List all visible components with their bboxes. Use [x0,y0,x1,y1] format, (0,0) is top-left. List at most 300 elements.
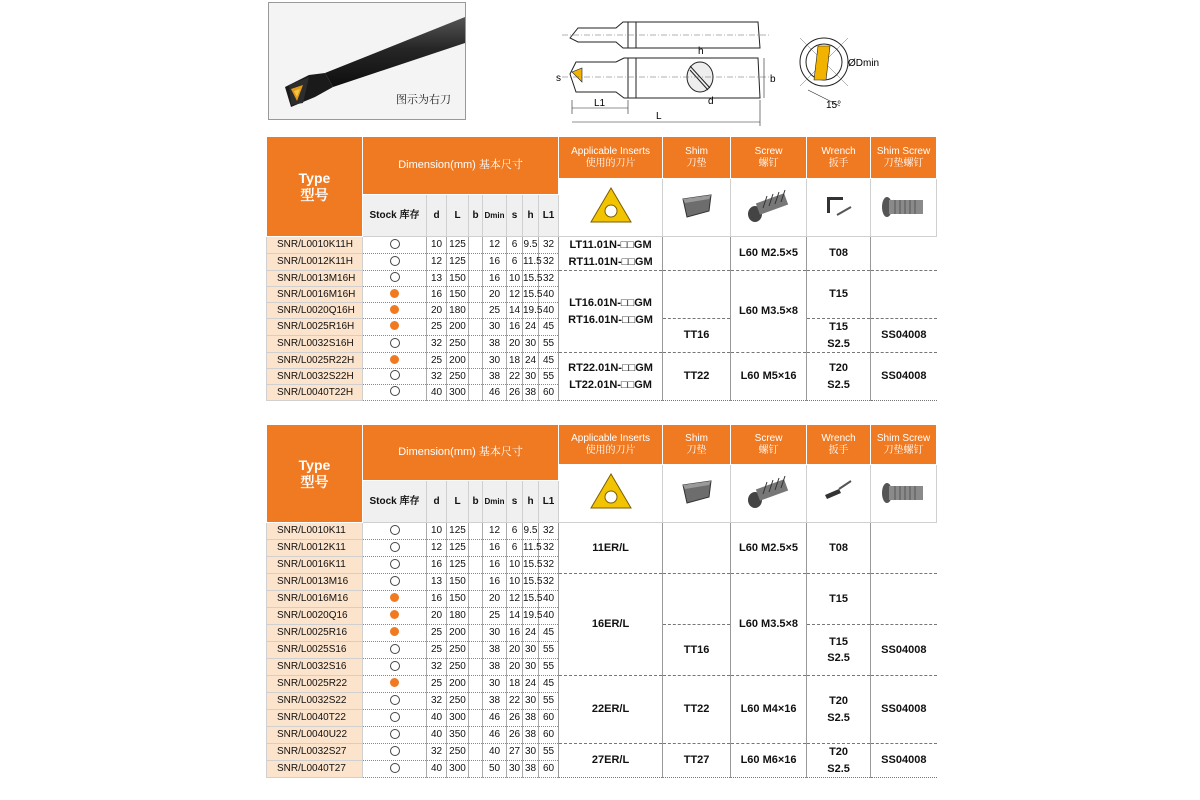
wrench-cell [807,237,871,271]
wrench-cell-line: T08 [829,541,849,554]
stock-header: Stock 库存 [363,481,427,523]
not-in-stock-icon [390,661,400,671]
dim-l-cell: 250 [447,693,469,710]
not-in-stock-icon [390,559,400,569]
stock-cell [363,254,427,271]
screw-cell: L60 M4×16 [731,676,807,744]
type-header: Type 型号 [267,137,363,237]
stock-cell [363,574,427,591]
model-cell: SNR/L0040T27 [267,761,363,778]
dim-l-cell: 125 [447,540,469,557]
insert-cell-line: RT16.01N-□□GM [568,313,653,326]
table-row [267,271,937,287]
col-s-header: s [507,481,523,523]
col-l-header: L [447,195,469,237]
model-cell: SNR/L0012K11H [267,254,363,271]
insert-cell [559,523,663,574]
table-row [267,353,937,369]
screw-icon [731,179,807,237]
wrench-cell-line: T15 [829,592,849,605]
wrench-cell [807,523,871,574]
model-cell: SNR/L0016K11 [267,557,363,574]
dim-l-cell: 300 [447,385,469,401]
dim-l-cell: 250 [447,336,469,353]
dim-b-cell [469,336,483,353]
dim-s-cell: 10 [507,557,523,574]
dim-dmin-cell: 30 [483,319,507,336]
table-row [267,237,937,254]
dim-l-cell: 150 [447,287,469,303]
stock-cell [363,727,427,744]
dim-l1-cell: 45 [539,676,559,693]
dim-h-cell: 30 [523,369,539,385]
insert-cell [559,574,663,676]
dim-b-cell [469,254,483,271]
dim-dmin-cell: 25 [483,303,507,319]
photo-caption: 图示为右刀 [396,94,451,106]
dim-b-cell [469,659,483,676]
dim-d-cell: 40 [427,710,447,727]
table-row [267,744,937,761]
dim-l1-cell: 55 [539,642,559,659]
shim-screw-cell: SS04008 [871,744,937,778]
inserts-header: Applicable Inserts 使用的刀片 [559,137,663,179]
dim-dmin-cell: 20 [483,287,507,303]
not-in-stock-icon [390,576,400,586]
not-in-stock-icon [390,256,400,266]
type-header: Type 型号 [267,425,363,523]
dim-l-cell: 300 [447,710,469,727]
dim-s-cell: 18 [507,676,523,693]
not-in-stock-icon [390,695,400,705]
dim-b-cell [469,591,483,608]
screw-cell: L60 M3.5×8 [731,271,807,353]
dim-l-cell: 150 [447,574,469,591]
table-row [267,523,937,540]
wrench-cell-line: T20 [829,695,849,707]
stock-cell [363,557,427,574]
dim-b-cell [469,574,483,591]
stock-cell [363,336,427,353]
dim-d-cell: 10 [427,237,447,254]
model-cell: SNR/L0032S16 [267,659,363,676]
model-cell: SNR/L0032S16H [267,336,363,353]
wrench-cell [807,574,871,625]
not-in-stock-icon [390,729,400,739]
not-in-stock-icon [390,712,400,722]
wrench-cell [807,744,871,778]
col-d-header: d [427,481,447,523]
shim-header: Shim 刀垫 [663,425,731,465]
model-cell: SNR/L0040U22 [267,727,363,744]
col-dmin-header: Dmin [483,481,507,523]
dim-s-cell: 26 [507,385,523,401]
shim-cell-empty [663,574,731,625]
dim-s-cell: 27 [507,744,523,761]
dim-l-cell: 125 [447,557,469,574]
shim-cell [663,237,731,271]
dim-d-cell: 32 [427,369,447,385]
dim-dmin-cell: 25 [483,608,507,625]
dim-dmin-cell: 38 [483,336,507,353]
dim-d-cell: 25 [427,625,447,642]
insert-cell-line: LT16.01N-□□GM [569,297,652,309]
dim-dmin-cell: 38 [483,693,507,710]
shim-cell: TT27 [663,744,731,778]
in-stock-icon [390,289,399,298]
insert-cell-line: 22ER/L [591,703,630,716]
spec-table-2 [266,424,937,778]
dim-b-cell [469,271,483,287]
dim-d-cell: 12 [427,540,447,557]
in-stock-icon [390,627,399,636]
model-cell: SNR/L0025S16 [267,642,363,659]
dim-b-cell [469,523,483,540]
dim-s-cell: 14 [507,303,523,319]
dim-l1-cell: 32 [539,237,559,254]
dim-h-cell: 15.5 [523,271,539,287]
screw-header: Screw 螺钉 [731,425,807,465]
not-in-stock-icon [390,746,400,756]
dim-l1-label: L1 [594,98,606,109]
dim-l1-cell: 45 [539,353,559,369]
in-stock-icon [390,610,399,619]
model-cell: SNR/L0032S22H [267,369,363,385]
screw-cell: L60 M2.5×5 [731,237,807,271]
dim-l1-cell: 32 [539,574,559,591]
model-cell: SNR/L0025R16 [267,625,363,642]
dim-l-label: L [656,111,662,122]
stock-cell [363,642,427,659]
model-cell: SNR/L0025R22H [267,353,363,369]
shim-screw-header: Shim Screw 刀垫螺钉 [871,425,937,465]
shim-screw-cell-empty [871,271,937,319]
insert-cell-line: RT11.01N-□□GM [568,255,653,268]
dim-s-cell: 16 [507,625,523,642]
screw-cell: L60 M3.5×8 [731,574,807,676]
dim-dmin-cell: 38 [483,642,507,659]
dim-d-cell: 32 [427,693,447,710]
not-in-stock-icon [390,239,400,249]
shim-screw-cell [871,523,937,574]
dim-d-cell: 32 [427,744,447,761]
dim-s-cell: 10 [507,271,523,287]
stock-cell [363,608,427,625]
dim-d-cell: 13 [427,271,447,287]
dim-d-cell: 32 [427,659,447,676]
in-stock-icon [390,355,399,364]
stock-cell [363,523,427,540]
dim-dmin-cell: 16 [483,540,507,557]
stock-cell [363,710,427,727]
dim-dmin-cell: 46 [483,727,507,744]
model-cell: SNR/L0013M16 [267,574,363,591]
dimension-drawing [548,10,898,128]
technical-drawing [548,10,898,128]
stock-cell [363,287,427,303]
stock-cell [363,303,427,319]
insert-cell-line: RT22.01N-□□GM [568,362,653,374]
dim-d-label: d [708,96,714,107]
col-b-header: b [469,195,483,237]
dim-s-cell: 26 [507,710,523,727]
shim-screw-cell [871,237,937,271]
dim-d-cell: 12 [427,254,447,271]
dim-b-cell [469,237,483,254]
dim-s-cell: 6 [507,540,523,557]
dim-s-cell: 22 [507,693,523,710]
insert-cell [559,353,663,401]
screw-cell: L60 M6×16 [731,744,807,778]
wrench-cell-line: T15 [829,635,849,648]
dim-s-cell: 30 [507,761,523,778]
col-dmin-header: Dmin [483,195,507,237]
col-l1-header: L1 [539,195,559,237]
model-cell: SNR/L0040T22 [267,710,363,727]
model-cell: SNR/L0013M16H [267,271,363,287]
dim-s-cell: 12 [507,591,523,608]
dim-dmin-cell: 12 [483,237,507,254]
dim-h-cell: 30 [523,659,539,676]
dim-l-cell: 200 [447,353,469,369]
wrench-cell [807,319,871,353]
stock-cell [363,659,427,676]
col-s-header: s [507,195,523,237]
model-cell: SNR/L0025R22 [267,676,363,693]
model-cell: SNR/L0025R16H [267,319,363,336]
dim-l-cell: 150 [447,591,469,608]
stock-cell [363,761,427,778]
wrench-cell-line: T15 [829,321,849,333]
dim-l-cell: 350 [447,727,469,744]
dim-l-cell: 125 [447,254,469,271]
not-in-stock-icon [390,525,400,535]
dim-l-cell: 250 [447,744,469,761]
dim-l-cell: 250 [447,642,469,659]
dim-h-cell: 24 [523,625,539,642]
dim-l-cell: 300 [447,761,469,778]
shim-header: Shim 刀垫 [663,137,731,179]
dim-s-cell: 26 [507,727,523,744]
dim-h-cell: 9.5 [523,237,539,254]
dim-s-cell: 16 [507,319,523,336]
dim-h-cell: 30 [523,693,539,710]
insert-cell-line: 16ER/L [591,618,630,631]
dim-b-cell [469,557,483,574]
dim-h-cell: 15.5 [523,591,539,608]
shim-screw-icon [871,179,937,237]
stock-cell [363,625,427,642]
dim-h-cell: 15.5 [523,287,539,303]
dim-l-cell: 250 [447,659,469,676]
dim-h-cell: 24 [523,676,539,693]
dim-l-cell: 125 [447,237,469,254]
not-in-stock-icon [390,763,400,773]
dim-l1-cell: 60 [539,727,559,744]
dim-l-cell: 200 [447,676,469,693]
insert-cell-line: 11ER/L [592,541,629,554]
dim-dmin-cell: 40 [483,744,507,761]
col-h-header: h [523,195,539,237]
dim-dmin-cell: 16 [483,271,507,287]
dim-l-cell: 200 [447,625,469,642]
stock-cell [363,540,427,557]
dim-l1-cell: 55 [539,659,559,676]
dim-dmin-label: ØDmin [848,58,880,69]
dim-dmin-cell: 30 [483,353,507,369]
dim-l1-cell: 60 [539,710,559,727]
col-b-header: b [469,481,483,523]
dim-s-cell: 20 [507,659,523,676]
dim-d-cell: 10 [427,523,447,540]
spec-table-1 [266,136,937,401]
dim-h-cell: 11.5 [523,254,539,271]
dim-l1-cell: 32 [539,557,559,574]
shim-cell: TT22 [663,353,731,401]
dimension-header: Dimension(mm) 基本尺寸 [363,137,559,195]
model-cell: SNR/L0010K11 [267,523,363,540]
screw-cell: L60 M2.5×5 [731,523,807,574]
dim-s-cell: 20 [507,336,523,353]
stock-cell [363,676,427,693]
dim-b-cell [469,303,483,319]
not-in-stock-icon [390,542,400,552]
col-l-header: L [447,481,469,523]
shim-screw-cell: SS04008 [871,353,937,401]
dim-h-cell: 38 [523,385,539,401]
stock-cell [363,744,427,761]
dim-dmin-cell: 30 [483,625,507,642]
model-cell: SNR/L0016M16H [267,287,363,303]
dim-l1-cell: 45 [539,319,559,336]
not-in-stock-icon [390,386,400,396]
wrench-cell-line: S2.5 [827,337,850,350]
not-in-stock-icon [390,644,400,654]
dim-s-cell: 14 [507,608,523,625]
dim-dmin-cell: 16 [483,254,507,271]
in-stock-icon [390,678,399,687]
dim-l1-cell: 32 [539,523,559,540]
dim-s-cell: 20 [507,642,523,659]
dim-b-cell [469,676,483,693]
dim-h-cell: 19.5 [523,303,539,319]
dim-b-cell [469,642,483,659]
dim-l-cell: 200 [447,319,469,336]
dim-d-cell: 40 [427,761,447,778]
dim-dmin-cell: 16 [483,557,507,574]
dim-l-cell: 180 [447,608,469,625]
dim-dmin-cell: 20 [483,591,507,608]
dim-s-cell: 12 [507,287,523,303]
shim-cell: TT22 [663,676,731,744]
dim-l1-cell: 32 [539,540,559,557]
dim-dmin-cell: 12 [483,523,507,540]
dim-h-cell: 30 [523,744,539,761]
screw-cell: L60 M5×16 [731,353,807,401]
dim-l1-cell: 32 [539,254,559,271]
dim-l-cell: 180 [447,303,469,319]
dim-dmin-cell: 46 [483,385,507,401]
col-h-header: h [523,481,539,523]
shim-screw-cell: SS04008 [871,625,937,676]
dim-d-cell: 25 [427,642,447,659]
inserts-header: Applicable Inserts 使用的刀片 [559,425,663,465]
dim-b-cell [469,761,483,778]
shim-screw-cell-empty [871,574,937,625]
dim-s-cell: 6 [507,237,523,254]
dim-l1-cell: 60 [539,385,559,401]
col-l1-header: L1 [539,481,559,523]
dim-d-cell: 16 [427,287,447,303]
wrench-cell-line: T20 [829,362,849,374]
dim-d-cell: 20 [427,303,447,319]
stock-cell [363,369,427,385]
dim-l1-cell: 40 [539,591,559,608]
dim-d-cell: 16 [427,591,447,608]
dim-h-cell: 38 [523,710,539,727]
wrench-header: Wrench 扳手 [807,425,871,465]
not-in-stock-icon [390,338,400,348]
insert-icon [559,465,663,523]
shim-icon [663,179,731,237]
shim-cell-empty [663,271,731,319]
wrench-icon [807,465,871,523]
model-cell: SNR/L0016M16 [267,591,363,608]
dim-dmin-cell: 30 [483,676,507,693]
dim-s-cell: 10 [507,574,523,591]
dim-l1-cell: 55 [539,336,559,353]
dim-l1-cell: 55 [539,744,559,761]
col-d-header: d [427,195,447,237]
dim-dmin-cell: 38 [483,369,507,385]
dim-l1-cell: 40 [539,303,559,319]
insert-cell [559,676,663,744]
wrench-cell-line: S2.5 [827,652,850,664]
stock-cell [363,237,427,254]
shim-screw-icon [871,465,937,523]
not-in-stock-icon [390,370,400,380]
dim-s-cell: 6 [507,523,523,540]
model-cell: SNR/L0040T22H [267,385,363,401]
table-row [267,574,937,591]
dim-l1-cell: 55 [539,693,559,710]
dim-l1-cell: 32 [539,271,559,287]
dim-d-cell: 32 [427,336,447,353]
tool-photo [268,2,466,120]
stock-cell [363,385,427,401]
wrench-cell [807,625,871,676]
wrench-cell-line: T20 [829,746,849,758]
insert-icon [559,179,663,237]
insert-cell-line: LT11.01N-□□GM [569,239,652,251]
model-cell: SNR/L0012K11 [267,540,363,557]
dim-s-cell: 18 [507,353,523,369]
insert-cell [559,271,663,353]
stock-cell [363,271,427,287]
stock-header: Stock 库存 [363,195,427,237]
dim-s-label: s [556,73,561,84]
in-stock-icon [390,305,399,314]
stock-cell [363,693,427,710]
screw-header: Screw 螺钉 [731,137,807,179]
shim-screw-cell: SS04008 [871,676,937,744]
dim-dmin-cell: 46 [483,710,507,727]
insert-cell [559,237,663,271]
dim-dmin-cell: 38 [483,659,507,676]
dim-l1-cell: 40 [539,287,559,303]
dim-d-cell: 40 [427,727,447,744]
dim-h-cell: 38 [523,727,539,744]
